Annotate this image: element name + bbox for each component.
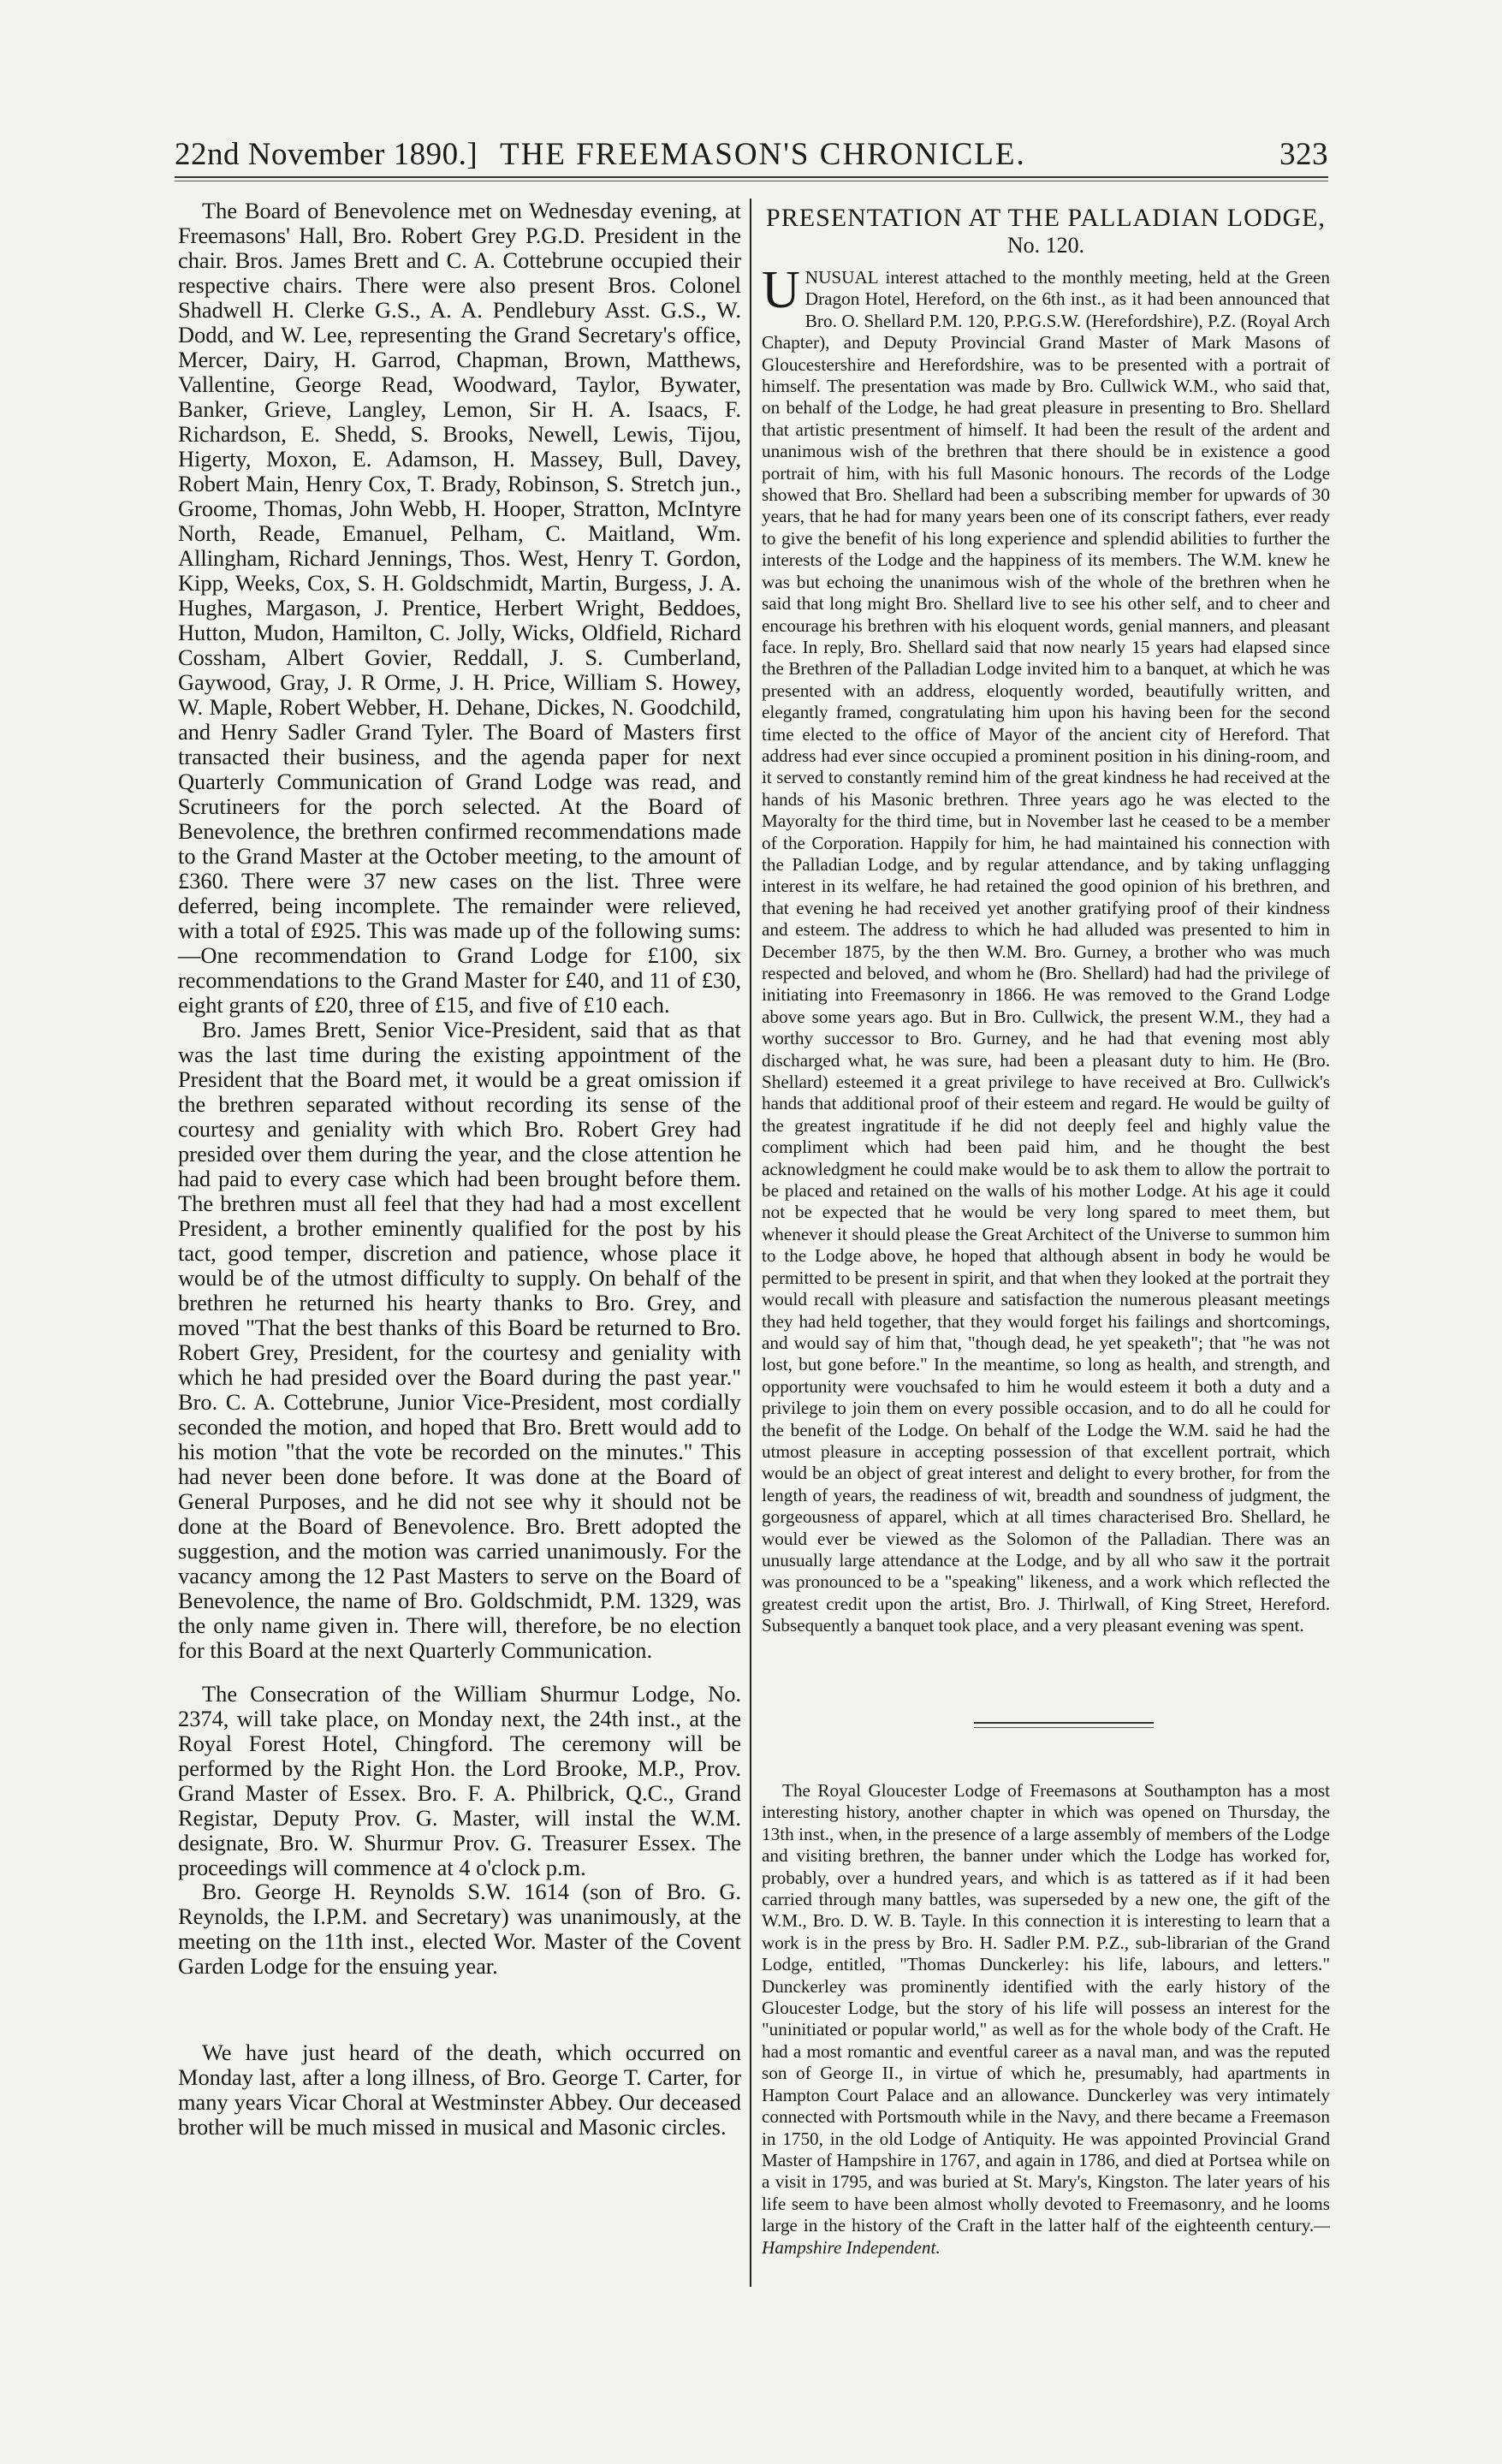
gloucester-source: —Hampshire Independent. — [762, 2215, 1330, 2258]
masthead-rule — [175, 176, 1328, 178]
benevolence-paragraph-2: Bro. James Brett, Senior Vice-President, said that as that was the last time during the existing appointment of the President that the Board met, it would be a great omission if the brethren separated without recording its sense of the courtesy and geniality with which Bro. Robert Grey had presided over them during the year, and the close attention he had paid to every case which had been brought before them. The brethren must all feel that they had had a most excellent President, a brother eminently qualified for the post by his tact, good temper, discretion and patience, whose place it would be of the utmost difficulty to supply. On behalf of the brethren he returned his hearty thanks to Bro. Grey, and moved "That the best thanks of this Board be returned to Bro. Robert Grey, President, for the courtesy and geniality with which he had presided over the Board during the past year." Bro. C. A. Cottebrune, Junior Vice-President, most cordially seconded the motion, and hoped that Bro. Brett would add to his motion "that the vote be recorded on the minutes." This had never been done before. It was done at the Board of General Purposes, and he did not see why it should not be done at the Board of Benevolence. Bro. Brett adopted the suggestion, and the motion was carried unanimously. For the vacancy among the 12 Past Masters to serve on the Board of Benevolence, the name of Bro. Goldschmidt, P.M. 1329, was the only name given in. There will, therefore, be no election for this Board at the next Quarterly Communication. — [178, 1017, 741, 1663]
section-divider — [974, 1722, 1154, 1724]
article-subheading: No. 120. — [1006, 233, 1085, 258]
reynolds-paragraph: Bro. George H. Reynolds S.W. 1614 (son of Bro. G. Reynolds, the I.P.M. and Secretary) was unanimously, at the meeting on the 11th inst., elected Wor. Master of the Covent Garden Lodge for the ensuing year. — [178, 1879, 741, 1979]
palladian-text: interest attached to the monthly meeting, held at the Green Dragon Hotel, Hereford, on the 6th inst., as it had been announced that Bro. O. Shellard P.M. 120, P.P.G.S.W. (Herefordshire), P.Z. (Royal Arch Chapter), and Deputy Provincial Grand Master of Mark Masons of Gloucestershire and Herefordshire, was to be presented with a portrait of himself. The presentation was made by Bro. Cullwick W.M., who said that, on behalf of the Lodge, he had great pleasure in presenting to Bro. Shellard that artistic presentment of himself. It had been the result of the ardent and unanimous wish of the brethren that there should be in existence a good portrait of him, with his full Masonic honours. The records of the Lodge showed that Bro. Shellard had been a subscribing member for upwards of 30 years, that he had for many years been one of its conscript fathers, ever ready to give the benefit of his long experience and splendid abilities to further the interests of the Lodge and the happiness of its members. The W.M. knew he was but echoing the unanimous wish of the whole of the brethren when he said that long might Bro. Shellard live to see his other self, and to cheer and encourage his brethren with his eloquent words, genial manners, and pleasant face. In reply, Bro. Shellard said that now nearly 15 years had elapsed since the Brethren of the Palladian Lodge invited him to a banquet, at which he was presented with an address, eloquently worded, beautifully written, and elegantly framed, congratulating him upon his having been for the second time elected to the office of Mayor of the ancient city of Hereford. That address had ever since occupied a prominent position in his dining-room, and it served to constantly remind him of the great kindness he had received at the hands of his Masonic brethren. Three years ago he was elected to the Mayoralty for the third time, but in November last he ceased to be a member of the Corporation. Happily for him, he had maintained his connection with the Palladian Lodge, and by regular attendance, and by taking unflagging interest in its welfare, he had retained the good opinion of his brethren, and that evening he had received yet another gratifying proof of their kindness and esteem. The address to which he had alluded was presented to him in December 1875, by the then W.M. Bro. Gurney, a brother who was much respected and beloved, and whom he (Bro. Shellard) had had the privilege of initiating into Freemasonry in 1866. He was removed to the Grand Lodge above some years ago. But in Bro. Cullwick, the present W.M., they had a worthy successor to Bro. Gurney, and he had that evening most ably discharged what, he was sure, had been a pleasant duty to him. He (Bro. Shellard) esteemed it a great privilege to have received at Bro. Cullwick's hands that additional proof of their esteem and regard. He would be guilty of the greatest ingratitude if he did not deeply feel and highly value the compliment which had been paid him, and he thought the best acknowledgment he could make would be to ask them to allow the portrait to be placed and retained on the walls of his mother Lodge. At his age it could not be expected that he would be very long spared to meet them, but whenever it should please the Great Architect of the Universe to summon him to the Lodge above, he hoped that although absent in body he would be permitted to be present in spirit, and that when they looked at the portrait they would recall with pleasure and satisfaction the numerous pleasant meetings they had held together, that they would forget his failings and shortcomings, and would say of him that, "though dead, he yet speaketh"; that "he was not lost, but gone before." In the meantime, so long as health, and strength, and opportunity were vouchsafed to him he would esteem it both a duty and a privilege to join them on every possible occasion, and to do all he could for the benefit of the Lodge. On behalf of the Lodge the W.M. said he had the utmost pleasure in accepting possession of that excellent portrait, which would be an object of great interest and delight to every brother, for from the length of years, the readiness of wit, breadth and soundness of judgment, the gorgeousness of apparel, which at all times characterised Bro. Shellard, he would ever be viewed as the Solomon of the Palladian. There was an unusually large attendance at the Lodge, and by all who saw it the portrait was pronounced to be a "speaking" likeness, and a work which reflected the greatest credit upon the artist, Bro. J. Thirlwall, of King Street, Hereford. Subsequently a banquet took place, and a very pleasant evening was spent. — [762, 267, 1330, 1636]
gloucester-text: The Royal Gloucester Lodge of Freemasons at Southampton has a most interesting history, another chapter in which was opened on Thursday, the 13th inst., when, in the presence of a large assembly of members of the Lodge and visiting brethren, the banner under which the Lodge has worked for, probably, over a hundred years, and which is as tattered as if it had been carried through many battles, was superseded by a new one, the gift of the W.M., Bro. D. W. B. Tayle. In this connection it is interesting to learn that a work is in the press by Bro. H. Sadler P.M. P.Z., sub-librarian of the Grand Lodge, entitled, "Thomas Dunckerley: his life, labours, and letters." Dunckerley was prominently identified with the early history of the Gloucester Lodge, but the story of his life will possess an interest for the "uninitiated or popular world," as well as for the whole body of the Craft. He had a most romantic and eventful career as a naval man, and was the reputed son of George II., in virtue of which he, presumably, had apartments in Hampton Court Palace and an allowance. Dunckerley was very intimately connected with Portsmouth while in the Navy, and there became a Freemason in 1750, in the old Lodge of Antiquity. He was appointed Provincial Grand Master of Hampshire in 1767, and again in 1786, and died at Portsea while on a visit in 1795, and was buried at St. Mary's, Kingston. The later years of his life seem to have been almost wholly devoted to Freemasonry, and he looms large in the history of the Craft in the latter half of the eighteenth century. — [762, 1780, 1330, 2236]
article-royal-gloucester-lodge — [762, 1780, 1330, 2294]
article-reynolds — [178, 1879, 741, 1999]
consecration-paragraph: The Consecration of the William Shurmur Lodge, No. 2374, will take place, on Monday next, the 24th inst., at the Royal Forest Hotel, Chingford. The ceremony will be performed by the Right Hon. the Lord Brooke, M.P., Prov. Grand Master of Essex. Bro. F. A. Philbrick, Q.C., Grand Registar, Deputy Prov. G. Master, will instal the W.M. designate, Bro. W. Shurmur Prov. G. Treasurer Essex. The proceedings will commence at 4 o'clock p.m. — [178, 1681, 741, 1880]
article-carter-obituary — [178, 2040, 741, 2169]
lead-word: NUSUAL — [804, 267, 879, 288]
article-board-of-benevolence — [178, 199, 741, 1790]
carter-paragraph: We have just heard of the death, which occurred on Monday last, after a long illness, of Bro. George T. Carter, for many years Vicar Choral at Westminster Abbey. Our deceased brother will be much missed in musical and Masonic circles. — [178, 2039, 741, 2140]
article-palladian-lodge — [762, 199, 1330, 1675]
benevolence-paragraph-1: The Board of Benevolence met on Wednesday evening, at Freemasons' Hall, Bro. Robert Grey P.G.D. President in the chair. Bros. James Brett and C. A. Cottebrune occupied their respective chairs. There were also present Bros. Colonel Shadwell H. Clerke G.S., A. A. Pendlebury Asst. G.S., W. Dodd, and W. Lee, representing the Grand Secretary's office, Mercer, Dairy, H. Garrod, Chapman, Brown, Matthews, Vallentine, George Read, Woodward, Taylor, Bywater, Banker, Grieve, Langley, Lemon, Sir H. A. Isaacs, F. Richardson, E. Shedd, S. Brooks, Newell, Lewis, Tijou, Higerty, Moxon, E. Adamson, H. Massey, Bull, Davey, Robert Main, Henry Cox, T. Brady, Robinson, S. Stretch jun., Groome, Thomas, John Webb, H. Hooper, Stratton, McIntyre North, Reade, Emanuel, Pelham, C. Maitland, Wm. Allingham, Richard Jennings, Thos. West, Henry T. Gordon, Kipp, Weeks, Cox, S. H. Goldschmidt, Martin, Burgess, J. A. Hughes, Margason, J. Prentice, Herbert Wright, Beddoes, Hutton, Mudon, Hamilton, C. Jolly, Wicks, Oldfield, Richard Cossham, Albert Govier, Reddall, J. S. Cumberland, Gaywood, Gray, J. R Orme, J. H. Price, William S. Howey, W. Maple, Robert Webber, H. Dehane, Dickes, N. Goodchild, and Henry Sadler Grand Tyler. The Board of Masters first transacted their business, and the agenda paper for next Quarterly Communication of Grand Lodge was read, and Scrutineers for the porch selected. At the Board of Benevolence, the brethren confirmed recommendations made to the Grand Master at the October meeting, to the amount of £360. There were 37 new cases on the list. Three were deferred, being incomplete. The remainder were relieved, with a total of £925. This was made up of the following sums:—One recommendation to Grand Lodge for £100, six recommendations to the Grand Master for £40, and 11 of £30, eight grants of £20, three of £15, and five of £10 each. — [178, 198, 741, 1018]
masthead-date: 22nd November 1890.] — [175, 137, 478, 172]
masthead — [175, 135, 1328, 175]
page-number: 323 — [1279, 137, 1328, 172]
drop-cap: U — [762, 261, 800, 319]
masthead-title: THE FREEMASON'S CHRONICLE. — [500, 137, 1026, 172]
section-divider-thin — [974, 1727, 1154, 1728]
article-consecration — [178, 1681, 741, 1880]
palladian-body — [762, 261, 1330, 1637]
article-heading: PRESENTATION AT THE PALLADIAN LODGE, — [766, 204, 1326, 232]
column-rule — [750, 199, 751, 2287]
gloucester-paragraph — [762, 1780, 1330, 2259]
